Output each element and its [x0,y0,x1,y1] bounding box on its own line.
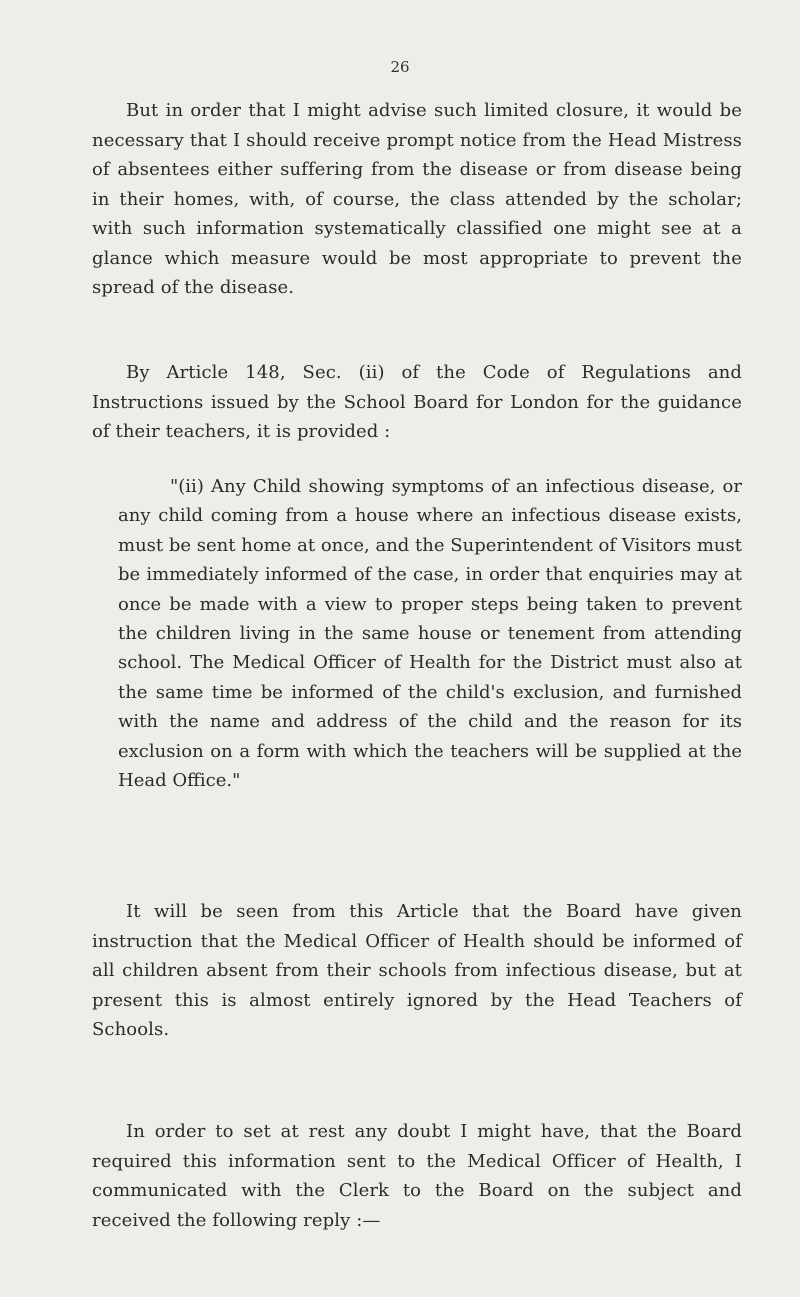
paragraph-text: By Article 148, Sec. (ii) of the Code of Regulations and Instructions issued by the School Board for London for the guidance of their teachers, it is provided : [92,362,742,442]
paragraph-board-instruction [92,897,742,1045]
paragraph-clerk-reply [92,1117,742,1235]
paragraph-article-148 [92,358,742,447]
quoted-regulation [118,472,742,795]
paragraph-text: It will be seen from this Article that the Board have given instruction that the Medical Officer of Health should be informed of all children absent from their schools from infectious disease, but at present this is almost entirely ignored by the Head Teachers of Schools. [92,901,742,1040]
paragraph-limited-closure [92,96,742,303]
page-number: 26 [390,58,410,76]
paragraph-text: In order to set at rest any doubt I might have, that the Board required this information sent to the Medical Officer of Health, I communicated with the Clerk to the Board on the subject and received the following reply :— [92,1121,742,1231]
quote-text: "(ii) Any Child showing symptoms of an infectious disease, or any child coming from a house where an infectious disease exists, must be sent home at once, and the Superintendent of Visitors must be immediately informed of the case, in order that enquiries may at once be made with a view to proper steps being taken to prevent the children living in the same house or tenement from attending school. The Medical Officer of Health for the District must also at the same time be informed of the child's exclusion, and furnished with the name and address of the child and the reason for its exclusion on a form with which the teachers will be supplied at the Head Office." [118,476,742,792]
paragraph-text: But in order that I might advise such limited closure, it would be necessary that I should receive prompt notice from the Head Mistress of absentees either suffering from the disease or from disease being in their homes, with, of course, the class attended by the scholar; with such information systematically classified one might see at a glance which measure would be most appropriate to prevent the spread of the disease. [92,100,742,298]
